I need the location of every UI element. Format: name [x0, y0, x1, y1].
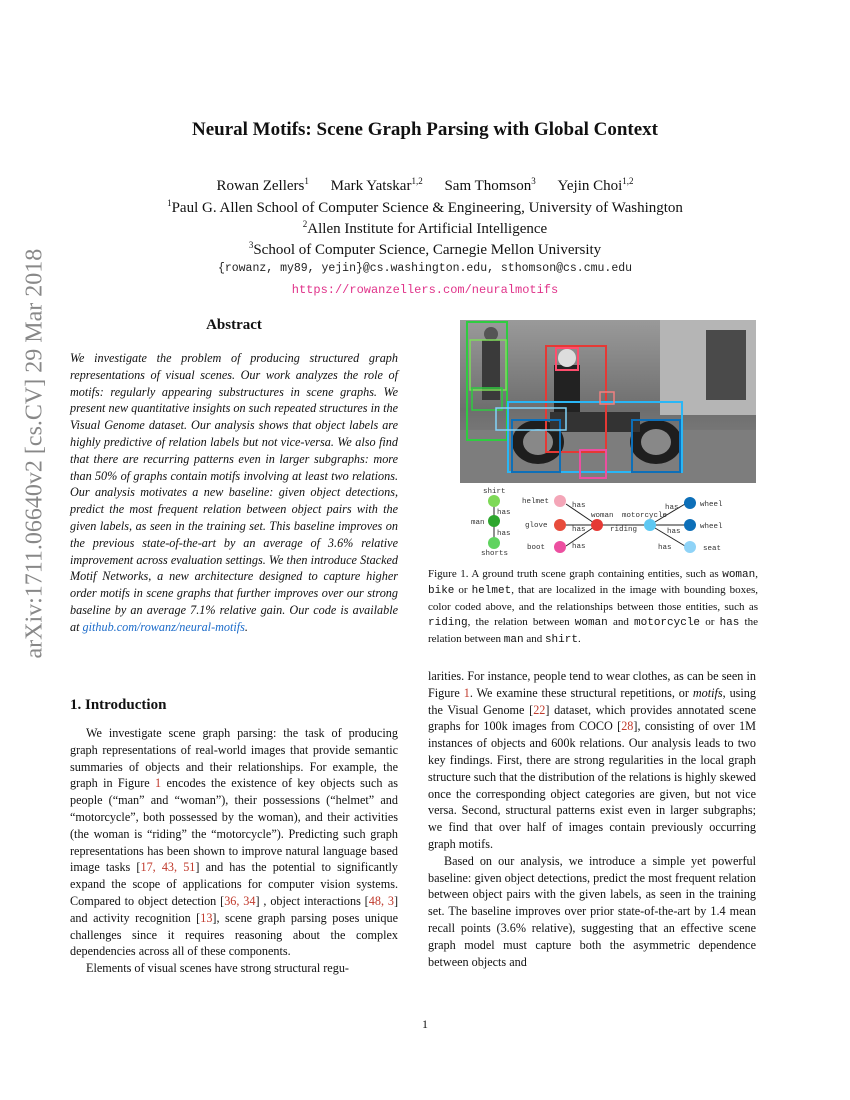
node-helmet: [554, 495, 566, 507]
right-column-text: larities. For instance, people tend to wear clothes, as can be seen in Figure 1. We examine these structural repetitions, or motifs, using the Visual Genome [22] dataset, which provides annotated scene graphs for 100k images from COCO [28], consisting of over 1M instances of objects and 600k relations. Our analysis leads to two key findings. First, there are strong regularities in the local graph structure such that the distribution of the relations is highly skewed once the corresponding object categories are given, but not vice versa. Second, structural patterns exist even in larger subgraphs; we find that over half of images contain previously occurring graph motifs. Based on our analysis, we introduce a simple yet powerful baseline: given object detections, predict the most frequent relation between object pairs with the given labels, as seen in the training set. The baseline improves over prior state-of-the-art by 1.4 mean recall points (3.6% relative), suggesting that an effective scene graph model must capture both the asymmetric dependence between objects and: [428, 669, 757, 969]
rickshaw-shape: [706, 330, 746, 400]
node-label: boot: [527, 544, 546, 552]
project-link[interactable]: https://rowanzellers.com/neuralmotifs: [291, 283, 559, 297]
citation[interactable]: 36, 34: [224, 893, 256, 908]
node-label: wheel: [700, 523, 723, 531]
man-figure: [482, 340, 500, 400]
motorcycle-body: [550, 412, 640, 432]
edge-label: riding: [610, 526, 638, 534]
citation[interactable]: 17, 43, 51: [140, 860, 196, 875]
author: Mark Yatskar$^{1,2}$: [330, 176, 423, 194]
edge-label: has: [665, 504, 679, 512]
node-label: shorts: [481, 550, 509, 558]
rear-wheel-rim: [641, 429, 671, 455]
affiliation: $^1$Paul G. Allen School of Computer Science & Engineering, University of Washington: [167, 198, 683, 216]
node-shirt: [488, 495, 500, 507]
node-seat: [684, 541, 696, 553]
code-link[interactable]: github.com/rowanz/neural-motifs: [82, 619, 245, 634]
affiliation: $^3$School of Computer Science, Carnegie Mellon University: [248, 240, 602, 258]
edge-label: has: [572, 526, 586, 534]
author-list: [0, 176, 850, 195]
citation[interactable]: 22: [533, 702, 546, 717]
intro-text: We investigate scene graph parsing: the task of producing graph representations of real-world images that provide semantic summaries of objects and their relationships. For example, the graph in Figure 1 encodes the existence of key objects such as people (“man” and “woman”), their possessions (“helmet” and “motorcycle”, both possessed by the woman), and their activities (the woman is “riding” the “motorcycle”). Predicting such graph representations has been shown to improve natural language based image tasks [17, 43, 51] and has the potential to significantly expand the scope of applications for computer vision systems. Compared to object detection [36, 34] , object interactions [48, 3] and activity recognition [13], scene graph parsing poses unique challenges since it requires reasoning about the complex dependencies across all of these components. Elements of visual scenes have strong structural regu-: [70, 726, 399, 976]
edge-label: has: [667, 528, 681, 536]
abstract-body: We investigate the problem of producing structured graph representations of visual scenes. Our work analyzes the role of motifs: regularly appearing substructures in scene graphs. We present new quantitative insights on such repeated structures in the Visual Genome dataset. Our analysis shows that object labels are highly predictive of relation labels but not vice-versa. We also find that there are recurring patterns even in larger subgraphs: more than 50% of graphs contain motifs involving at least two relations. Our analysis motivates a new baseline: given object detections, predict the most frequent relation between object pairs with the given labels, as seen in the training set. This baseline improves on the previous state-of-the-art by an average of 3.6% relative improvement across evaluation settings. We then introduce Stacked Motif Networks, a new architecture designed to capture higher order motifs in scene graphs that further improves over our strong baseline by an average 7.1% relative gain. Our code is available at github.com/rowanz/neural-motifs.: [70, 351, 399, 634]
man-head: [484, 327, 498, 341]
author: Yejin Choi$^{1,2}$: [557, 176, 634, 194]
node-motorcycle: [644, 519, 656, 531]
affiliation: $^2$Allen Institute for Artificial Intelligence: [302, 219, 548, 237]
figure-caption: Figure 1. A ground truth scene graph containing entities, such as woman, bike or helmet, that are localized in the image with bounding boxes, color coded above, and the relationships between those entities, such as riding, the relation between woman and motorcycle or has the relation between man and shirt.: [428, 568, 758, 646]
road: [460, 430, 756, 483]
node-boot: [554, 541, 566, 553]
author: Sam Thomson$^3$: [444, 176, 536, 194]
node-woman: [591, 519, 603, 531]
node-label: wheel: [700, 501, 723, 509]
node-label: shirt: [483, 488, 506, 496]
node-label: man: [471, 519, 485, 527]
arxiv-stamp: arXiv:1711.06640v2 [cs.CV] 29 Mar 2018: [21, 248, 48, 659]
node-glove: [554, 519, 566, 531]
node-label: glove: [525, 522, 548, 530]
edge-label: has: [497, 530, 511, 538]
author-emails: {rowanz, my89, yejin}@cs.washington.edu, sthomson@cs.cmu.edu: [217, 262, 633, 275]
edge-label: has: [572, 502, 586, 510]
figure-ref[interactable]: 1: [155, 776, 162, 791]
section-heading: 1. Introduction: [70, 697, 167, 713]
node-label: seat: [703, 545, 722, 553]
edge-label: has: [572, 543, 586, 551]
abstract-heading: Abstract: [206, 317, 262, 333]
node-label: motorcycle: [622, 512, 668, 520]
figure-photo: [460, 320, 756, 483]
helmet-shape: [558, 349, 576, 367]
edge-label: has: [497, 509, 511, 517]
citation[interactable]: 13: [200, 910, 213, 925]
citation[interactable]: 48, 3: [368, 893, 394, 908]
scene-graph: [460, 484, 756, 560]
node-label: helmet: [522, 498, 550, 506]
paper-title: Neural Motifs: Scene Graph Parsing with Global Context: [191, 119, 658, 140]
page-number: 1: [422, 1017, 428, 1031]
citation[interactable]: 28: [621, 719, 634, 734]
node-wheel: [684, 519, 696, 531]
author: Rowan Zellers$^1$: [216, 176, 309, 194]
node-wheel: [684, 497, 696, 509]
figure-ref[interactable]: 1: [463, 685, 470, 700]
node-label: woman: [591, 512, 614, 520]
node-shorts: [488, 537, 500, 549]
edge-label: has: [658, 544, 672, 552]
